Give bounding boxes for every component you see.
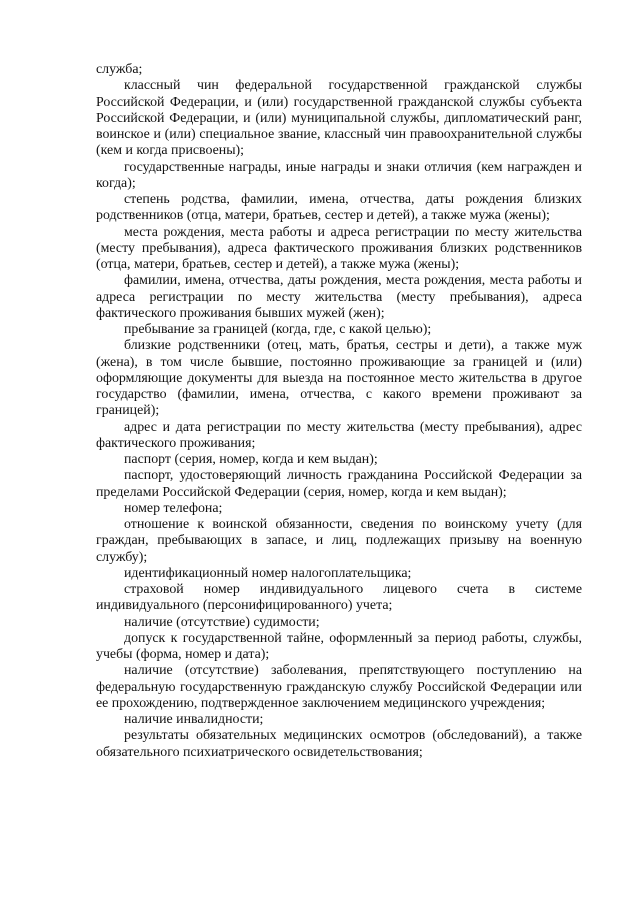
paragraph-relatives-abroad: близкие родственники (отец, мать, братья, сестры и дети), а также муж (жена), в том числе бывшие, постоянно проживающие за границей и (или) оформляющие документы для выезда на постоянное место жительства в другое государство (фамилии, имена, отчества, с какого времени проживают за границей); <box>96 338 582 419</box>
paragraph-criminal-record: наличие (отсутствие) судимости; <box>124 614 320 630</box>
paragraph-awards: государственные награды, иные награды и знаки отличия (кем награжден и когда); <box>96 159 582 191</box>
paragraph-registration-address: адрес и дата регистрации по месту жительства (месту пребывания), адрес фактического проживания; <box>96 419 582 451</box>
paragraph-relatives-addresses: места рождения, места работы и адреса регистрации по месту жительства (месту пребывания), адреса фактического проживания близких родственников (отца, матери, братьев, сестер и детей), а также мужа (жены); <box>96 224 582 272</box>
paragraph-state-secret: допуск к государственной тайне, оформленный за период работы, службы, учебы (форма, номер и дата); <box>96 630 582 662</box>
paragraph-relatives-kinship: степень родства, фамилии, имена, отчества, даты рождения близких родственников (отца, матери, братьев, сестер и детей), а также мужа (жены); <box>96 192 582 224</box>
paragraph-disease: наличие (отсутствие) заболевания, препятствующего поступлению на федеральную государственную гражданскую службу Российской Федерации или ее прохождению, подтвержденное заключением медицинского учреждения; <box>96 663 582 711</box>
paragraph-military: отношение к воинской обязанности, сведения по воинскому учету (для граждан, пребывающих в запасе, и лиц, подлежащих призыву на военную службу); <box>96 517 582 565</box>
paragraph-passport: паспорт (серия, номер, когда и кем выдан); <box>124 452 378 467</box>
paragraph-medical-exams: результаты обязательных медицинских осмотров (обследований), а также обязательного психиатрического освидетельствования; <box>96 728 582 760</box>
paragraph-continuation: служба; <box>96 62 143 77</box>
paragraph-abroad-stay: пребывание за границей (когда, где, с какой целью); <box>124 322 432 337</box>
paragraph-phone: номер телефона; <box>124 500 223 516</box>
paragraph-insurance-number: страховой номер индивидуального лицевого счета в системе индивидуального (персонифицированного) учета; <box>96 582 582 614</box>
paragraph-tax-id: идентификационный номер налогоплательщика; <box>124 565 412 581</box>
paragraph-foreign-passport: паспорт, удостоверяющий личность гражданина Российской Федерации за пределами Российской Федерации (серия, номер, когда и кем выдан); <box>96 468 582 500</box>
document-page <box>96 62 582 761</box>
paragraph-disability: наличие инвалидности; <box>124 712 264 727</box>
paragraph-former-spouses: фамилии, имена, отчества, даты рождения, места рождения, места работы и адреса регистрации по месту жительства (месту пребывания), адреса фактического проживания бывших мужей (жен); <box>96 273 582 321</box>
paragraph-class-rank: классный чин федеральной государственной гражданской службы Российской Федерации, и (или) государственной гражданской службы субъекта Российской Федерации, и (или) муниципальной службы, дипломатический ранг, воинское и (или) специальное звание, классный чин правоохранительной службы (кем и когда присвоены); <box>96 78 582 159</box>
